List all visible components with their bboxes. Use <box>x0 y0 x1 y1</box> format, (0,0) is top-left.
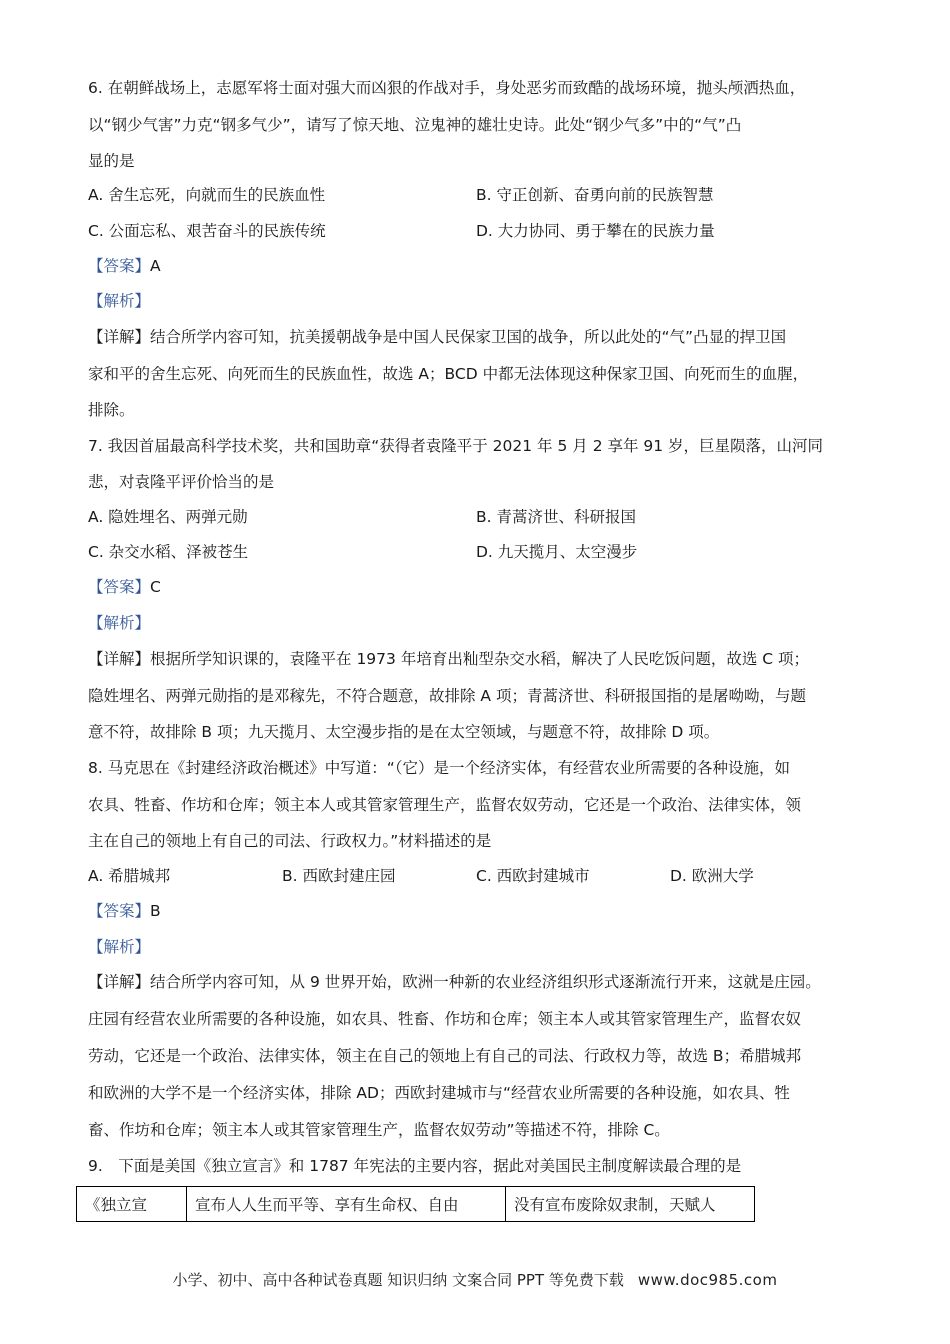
q7-option-a: A. 隐姓埋名、两弹元勋 <box>88 508 248 526</box>
q9-table <box>76 1186 755 1222</box>
q6-answer <box>88 256 161 276</box>
detail-text: 根据所学知识课的，袁隆平在 1973 年培育出籼型杂交水稻，解决了人民吃饭问题，故选 C 项； <box>150 650 809 668</box>
q6-stem-line-3: 显的是 <box>88 152 135 170</box>
detail-tag: 【详解】 <box>88 650 151 668</box>
table-cell: 宣布人人生而平等、享有生命权、自由 <box>187 1187 506 1222</box>
q7-stem-line-2: 悲，对袁隆平评价恰当的是 <box>88 473 275 491</box>
q8-detail-line-5: 畜、作坊和仓库；领主本人或其管家管理生产，监督农奴劳动”等描述不符，排除 C。 <box>88 1121 670 1139</box>
q7-option-c: C. 杂交水稻、泽被苍生 <box>88 543 249 561</box>
q6-analysis-tag: 【解析】 <box>88 292 151 310</box>
q9-stem: 9. 下面是美国《独立宣言》和 1787 年宪法的主要内容，据此对美国民主制度解读最合理的是 <box>88 1157 742 1175</box>
detail-tag: 【详解】 <box>88 328 151 346</box>
q8-answer <box>88 901 161 921</box>
detail-text: 结合所学内容可知，从 9 世界开始，欧洲一种新的农业经济组织形式逐渐流行开来，这就是庄园。 <box>150 973 821 991</box>
page-footer <box>0 1269 950 1290</box>
answer-value: B <box>150 902 161 920</box>
q8-option-a: A. 希腊城邦 <box>88 867 171 885</box>
q7-option-d: D. 九天揽月、太空漫步 <box>476 543 638 561</box>
q8-detail-line-3: 劳动，它还是一个政治、法律实体，领主在自己的领地上有自己的司法、行政权力等，故选 B；希腊城邦 <box>88 1047 802 1065</box>
table-row <box>77 1187 755 1222</box>
q6-option-a: A. 舍生忘死，向就而生的民族血性 <box>88 186 326 204</box>
answer-tag: 【答案】 <box>88 578 151 596</box>
q7-analysis-tag: 【解析】 <box>88 614 151 632</box>
q6-detail-line-3: 排除。 <box>88 401 135 419</box>
answer-tag: 【答案】 <box>88 902 151 920</box>
detail-text: 结合所学内容可知，抗美援朝战争是中国人民保家卫国的战争，所以此处的“气”凸显的捍卫国 <box>150 328 787 346</box>
q8-stem-line-2: 农具、牲畜、作坊和仓库；领主本人或其管家管理生产，监督农奴劳动，它还是一个政治、法律实体，领 <box>88 796 802 814</box>
answer-value: A <box>150 257 161 275</box>
q6-option-c: C. 公面忘私、艰苦奋斗的民族传统 <box>88 222 326 240</box>
footer-text: 小学、初中、高中各种试卷真题 知识归纳 文案合同 PPT 等免费下载 <box>172 1271 624 1289</box>
q8-detail-line-4: 和欧洲的大学不是一个经济实体，排除 AD；西欧封建城市与“经营农业所需要的各种设施，如农具、牲 <box>88 1084 790 1102</box>
table-cell: 没有宣布废除奴隶制，天赋人 <box>506 1187 755 1222</box>
q6-stem-line-2: 以“钢少气害”力克“钢多气少”，请写了惊天地、泣鬼神的雄壮史诗。此处“钢少气多”中的“气”凸 <box>88 116 742 134</box>
q7-stem-line-1: 7. 我因首届最高科学技术奖，共和国助章“获得者袁隆平于 2021 年 5 月 2 享年 91 岁，巨星陨落，山河同 <box>88 437 824 455</box>
q7-answer <box>88 577 161 597</box>
q6-detail-line-2: 家和平的舍生忘死、向死而生的民族血性，故选 A；BCD 中都无法体现这种保家卫国、向死而生的血腥， <box>88 365 809 383</box>
q6-stem-line-1: 6. 在朝鲜战场上，志愿军将士面对强大而凶狠的作战对手，身处恶劣而致酷的战场环境，抛头颅洒热血， <box>88 79 806 97</box>
q8-option-b: B. 西欧封建庄园 <box>282 867 396 885</box>
q8-option-d: D. 欧洲大学 <box>670 867 754 885</box>
q6-detail-line-1 <box>88 327 786 347</box>
q7-option-b: B. 青蒿济世、科研报国 <box>476 508 636 526</box>
q8-stem-line-3: 主在自己的领地上有自己的司法、行政权力。”材料描述的是 <box>88 832 492 850</box>
answer-tag: 【答案】 <box>88 257 151 275</box>
q7-detail-line-1 <box>88 649 809 669</box>
q8-detail-line-1 <box>88 972 821 992</box>
q8-stem-line-1: 8. 马克思在《封建经济政治概述》中写道：“（它）是一个经济实体，有经营农业所需要的各种设施，如 <box>88 759 790 777</box>
q6-option-b: B. 守正创新、奋勇向前的民族智慧 <box>476 186 714 204</box>
q8-option-c: C. 西欧封建城市 <box>476 867 590 885</box>
q6-option-d: D. 大力协同、勇于攀在的民族力量 <box>476 222 715 240</box>
footer-url[interactable]: www.doc985.com <box>637 1271 778 1289</box>
table-cell: 《独立宣 <box>77 1187 187 1222</box>
answer-value: C <box>150 578 161 596</box>
q7-detail-line-3: 意不符，故排除 B 项；九天揽月、太空漫步指的是在太空领域，与题意不符，故排除 D 项。 <box>88 723 720 741</box>
q8-analysis-tag: 【解析】 <box>88 938 151 956</box>
q8-detail-line-2: 庄园有经营农业所需要的各种设施，如农具、牲畜、作坊和仓库；领主本人或其管家管理生产，监督农奴 <box>88 1010 802 1028</box>
q7-detail-line-2: 隐姓埋名、两弹元勋指的是邓稼先，不符合题意，故排除 A 项；青蒿济世、科研报国指的是屠呦呦，与题 <box>88 687 806 705</box>
detail-tag: 【详解】 <box>88 973 151 991</box>
